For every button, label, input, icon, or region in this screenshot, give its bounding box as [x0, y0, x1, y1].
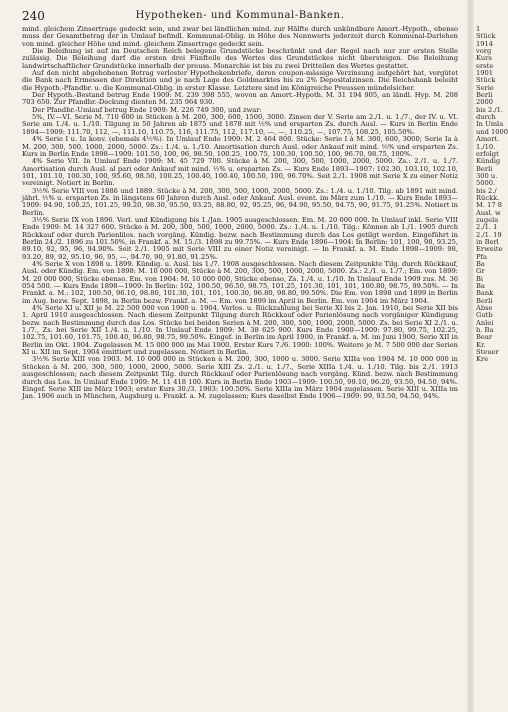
- adjacent-page-fragment: Berli: [476, 296, 493, 305]
- adjacent-page-fragment: 2000: [476, 98, 494, 107]
- body-paragraph: 4% Serie X von 1898 u. 1899. Kündig. u. Ausl. bis 1./7. 1908 ausgeschlossen. Nach diesem Zeitpunkte Tilg. durch Rückkauf, Ausl. oder Kündig. Em. von 1898: M. 10 000 000, Stücke à M. 200, 300, 500, 1000, 2000, 5000. Zs.: 2./1. u. 1./7.; Em. von 1899: M. 20 000 000, Stücke ebenso. Em. von 1904: M. 10 000 000, Stücke ebenso, Zs. 1./4. u. 1./10. In Umlauf Ende 1909 zus. M. 36 054 500. — Kurs Ende 1898—1909: In Berlin: 102, 100.50, 96.50, 98.75, 101.25, 101.30, 101, 101, 100.80, 98.75, 99.50%. — In Frankf. a. M.: 102, 100.50, 96.10, 98.80, 101.30, 101, 101, 100.30, 96.80, 98.80, 99.50%. Die Em. von 1898 und 1899 in Berlin im Aug. bezw. Sept. 1898, in Berlin bezw. Frankf. a. M. — Em. von 1899 im April in Berlin. Em. von 1904 im März 1904.: [22, 260, 458, 305]
- adjacent-page-fragment: Ba: [476, 282, 485, 291]
- adjacent-page-fragment: in Berl: [476, 237, 499, 246]
- body-paragraph: 3½% Serie XIII von 1903. M. 10 000 000 in Stücken à M. 200, 300, 1000 u. 3000. Serie XIIIa von 1904 M. 10 000 000 in Stücken à M. 200, 300, 500, 1000, 2000, 5000. Serie XIII Zs. 2./1. u. 1./7., Serie XIIIa 1./4. u. 1./10. Tilg. bis 2./1. 1913 ausgeschlossen; nach diesem Zeitpunkt Tilg. durch Rückkauf oder Parienlösung nach vorgäng. Künd. bezw. nach Bestimmung durch das Los. In Umlauf Ende 1909: M. 11 418 100. Kurs in Berlin Ende 1903—1909: 100.50, 99.10, 96.20, 93.50, 94.50, 94%. Eingef. Serie XIII im März 1903; erster Kurs 30./3. 1903: 100.50%. Serie XIIIa im März 1904 zugelassen. Serie XIII u. XIIIa im Jan. 1906 auch in München, Augsburg u. Frankf. a. M. zugelassen; Kurs daselbst Ende 1906—1909: 99, 93.50, 94.50, 94%.: [22, 355, 458, 401]
- adjacent-page-fragment: Kre: [476, 355, 489, 364]
- adjacent-page-fragment: Bear: [476, 333, 493, 342]
- running-title: Hypotheken- und Kommunal-Banken.: [135, 10, 345, 21]
- adjacent-page-fragment: Bi: [476, 274, 484, 283]
- body-paragraph: 3½% Serie IX von 1896. Verl. und Kündigung bis 1./Jan. 1905 ausgeschlossen. Em. M. 20 000 000. In Umlauf inkl. Serie VIII Ende 1909: M. 14 327 600. Stücke à M. 200, 300, 500, 1000, 2000, 5000. Zs.: 1./4. u. 1./10. Tilg.: Können ab 1./1. 1905 durch Rückkauf oder durch Parienlilos. nach vorgäng. Kündig. bezw. nach Bestimmung durch das Los getilgt werden. Eingeführt in Berlin 24./2. 1896 zu 101.50%, in Frankf. a. M. 15./3. 1898 zu 99.75%. — Kurs Ende 1896—1904: In Berlin: 101, 100, 98, 93.25, 89.10, 92, 95, 96, 94.90%. Seit 2./1. 1905 mit Serie VIII zu einer Notiz vereinigt. — In Frankf. a. M. Ende 1898—1909: 98, 93.20, 89, 92, 95.10, 96, 95, —, 94.70, 90, 91.80, 91.25%.: [22, 215, 458, 261]
- adjacent-page-fragment: Gutb: [476, 311, 493, 320]
- adjacent-page-fragment: Pfa: [476, 252, 487, 261]
- adjacent-page-edge: [476, 25, 508, 712]
- adjacent-page-fragment: 1: [476, 25, 481, 33]
- adjacent-page-fragment: Ba: [476, 260, 485, 268]
- body-paragraph: 4% Serie XI u. XII je M. 22 500 000 von 1900 u. 1904. Verlos. u. Rückzahlung bei Serie XI bis 2. Jan. 1910, bei Serie XII bis 1. April 1910 ausgeschlossen. Nach diesem Zeitpunkt Tilgung durch Rückkauf oder Parienlösung nach vorgäniger Kündigung bezw. nach Bestimmung durch das Los. Stücke bei beiden Serien à M. 200, 300, 500, 1000, 2000, 5000. Zs. bei Serie XI 2./1. u. 1./7., Zs. bei Serie XII 1./4. u. 1./10. In Umlauf Ende 1909: M. 38 625 900. Kurs Ende 1900—1909: 97.80, 99.75, 102.25, 102.75, 101.60, 101.75, 100.40, 96.80, 98.75, 99.50%. Eingef. in Berlin im April 1900, in Frankf. a. M. im Juni 1900, Serie XII in Berlin im Okt. 1904. Zugelassen M. 15 000 000 im Mai 1900. Erster Kurs 7./6. 1900: 100%. Weitere je M. 7 500 000 der Serien XI u. XII im Sept. 1904 emittiert und zugelassen. Notiert in Berlin.: [22, 304, 458, 357]
- body-paragraph: 4% Serie I u. Ia konv. (ebemals 4½%). In Umlauf Ende 1909: M. 2 464 800. Stücke: Serie I à M. 300, 600, 3000; Serie Ia à M. 200, 300, 500, 1000, 2000, 5000. Zs.: 1./4. u. 1./10. Amortisation durch Ausl. oder Ankauf mit mind. ½% und ersparten Zs. Kurs in Berlin Ende 1898—1909: 101.50, 100, 96, 98.50, 100.25, 100.75, 100.30, 100.50, 100, 96.70, 98.75, 100%.: [22, 135, 458, 158]
- adjacent-page-fragment: zugela: [476, 215, 499, 224]
- adjacent-page-fragment: In Umla: [476, 120, 504, 129]
- adjacent-page-fragment: Anlei: [476, 318, 494, 327]
- adjacent-page-fragment: und 1000: [476, 127, 508, 136]
- body-paragraph: 3½% Serie VIII von 1886 und 1889. Stücke à M. 200, 300, 500, 1000, 2000, 5000. Zs.: 1./4. u. 1./10. Tilg. ab 1891 mit mind. jährl. ½% u. ersparten Zs. in längstens 60 Jahren durch Ausl. oder Ankauf. Ausl. event. im März zum 1./10. — Kurs Ende 1893—1909: 94.90, 100.25, 101.25, 99.20, 98.30, 95.50, 93.25, 88.80, 92, 95.25, 96, 94.90, 95.50, 94.75, 90, 91.75, 91.25%. Notiert in Berlin.: [22, 186, 458, 217]
- adjacent-page-fragment: Ausl. w: [476, 208, 501, 217]
- adjacent-page-fragment: Serie: [476, 83, 494, 92]
- body-paragraph: 5%, IV.—VI. Serie M. 710 600 in Stücken à M. 200, 300, 600, 1500, 3000. Zinsen der V. Serie am 2./1. u. 1./7., der IV. u. VI. Serie am 1./4. u. 1./10. Tilgung in 50 Jahren ab 1875 und 1878 mit ½% und ersparten Zs. durch Ausl. — Kurs in Berlin Ende 1894—1909: 111.70, 112, —, 111.10, 110.75, 116, 111.75, 112, 117.10, —, —, 110.25, —, 107.75, 108.25, 105.50%.: [22, 113, 458, 136]
- adjacent-page-fragment: M. 17 8: [476, 201, 502, 210]
- adjacent-page-fragment: bis 2./1.: [476, 105, 503, 114]
- adjacent-page-fragment: 5000.: [476, 179, 496, 188]
- body-paragraph: mind. gleichem Zinsertrage gedeckt sein, und zwar bei ländlichen mind. zur Hälfte durch unkündbare Amort.-Hypoth., ebenso muss der Gesamtbetrag der in Umlauf befindl. Kommunal-Oblig. in Höhe des Nennwerts jederzeit durch Kommunal-Darlehen von mind. gleicher Höhe und mind. gleichem Zinsertrage gedeckt sein.: [22, 25, 458, 48]
- adjacent-page-fragment: durch: [476, 113, 496, 122]
- adjacent-page-fragment: erste: [476, 61, 494, 70]
- page-number: 240: [22, 9, 45, 23]
- adjacent-page-fragment: 1901: [476, 69, 494, 78]
- adjacent-page-fragment: bis 2./: [476, 186, 497, 195]
- adjacent-page-fragment: Berli: [476, 164, 493, 173]
- adjacent-page-fragment: Bank: [476, 289, 494, 298]
- adjacent-page-fragment: Gr: [476, 267, 485, 276]
- adjacent-page-fragment: Abse: [476, 304, 493, 313]
- adjacent-page-fragment: vorg: [476, 47, 492, 56]
- adjacent-page-fragment: Stück: [476, 32, 496, 41]
- book-gutter: [466, 0, 474, 712]
- adjacent-page-fragment: Kurs: [476, 54, 492, 63]
- body-paragraph: Der Pfandbr.-Umlauf betrug Ende 1909: M. 226 749 300, und zwar:: [32, 105, 262, 114]
- adjacent-page-fragment: Rückk.: [476, 193, 500, 202]
- page-header: [22, 8, 458, 24]
- adjacent-page-fragment: b. Ba: [476, 326, 494, 335]
- adjacent-page-fragment: Amort.: [476, 135, 500, 144]
- adjacent-page-fragment: 1./10.: [476, 142, 496, 151]
- adjacent-page-fragment: Stück: [476, 76, 496, 85]
- body-paragraph: Auf den nicht abgehobenen Betrag verloster Hypothekenbriefe, deren coupon-mässige Verzinsung aufgehört hat, vergütet die Bank nach Ermessen der Direktion und je nach Lage des Goldmarktes bis zu 2% Depositalzinsen. Die Reichsbank beleiht die Hypoth.-Pfandbr. u. die Kommunal-Oblig. in erster Klasse. Letztere sind im Königreiche Preussen mündelsicher.: [22, 69, 458, 92]
- adjacent-page-fragment: Berli: [476, 91, 493, 100]
- body-paragraph: Der Hypoth.-Bestand betrug Ende 1909: M. 239 398 555, wovon an Amort.-Hypoth. M. 31 194 905, an ländl. Hyp. M. 208 703 650. Zur Pfandbr.-Deckung dienten M. 235 964 930.: [22, 91, 458, 107]
- adjacent-page-fragment: Erweite: [476, 245, 503, 254]
- main-text-column: [22, 26, 458, 706]
- body-paragraph: Die Beleihung ist auf im Deutschen Reich belegene Grundstücke beschränkt und der Regel nach nur zur ersten Stelle zulässig. Die Beleihung darf die ersten drei Fünfteile des Wertes des Grundstückes nicht übersteigen. Die Beleihung landwirtschaftlicher Grundstücke innerhalb der preuss. Monarchie ist bis zu zwei Dritteilen des Wertes gestattet.: [22, 47, 458, 70]
- adjacent-page-fragment: Steuer: [476, 348, 499, 357]
- adjacent-page-fragment: 2./1. 1: [476, 223, 498, 232]
- adjacent-page-fragment: erfolgt: [476, 149, 499, 158]
- body-paragraph: 4% Serie VII. In Umlauf Ende 1909: M. 45 729 700. Stücke à M. 200, 300, 500, 1000, 2000, 5000. Zs.: 2./1. u. 1./7. Amortisation durch Ausl. al pari oder Ankauf mit mind. ½% u. ersparten Zs. — Kurs Ende 1893—1907: 102.30, 103.10, 102.10, 101, 101.10, 100.30, 100, 95.60, 98.50, 100.25, 100.40, 100.40, 100.50, 100, 96.70%. Seit 2./1. 1908 mit Serie X zu einer Notiz vereinigt. Notiert in Berlin.: [22, 157, 458, 188]
- adjacent-page-fragment: 2./1. 19: [476, 230, 502, 239]
- adjacent-page-fragment: 300 u.: [476, 171, 498, 180]
- adjacent-page-fragment: Kr.: [476, 340, 486, 349]
- adjacent-page-fragment: 1914: [476, 39, 494, 48]
- adjacent-page-fragment: Kündig: [476, 157, 501, 166]
